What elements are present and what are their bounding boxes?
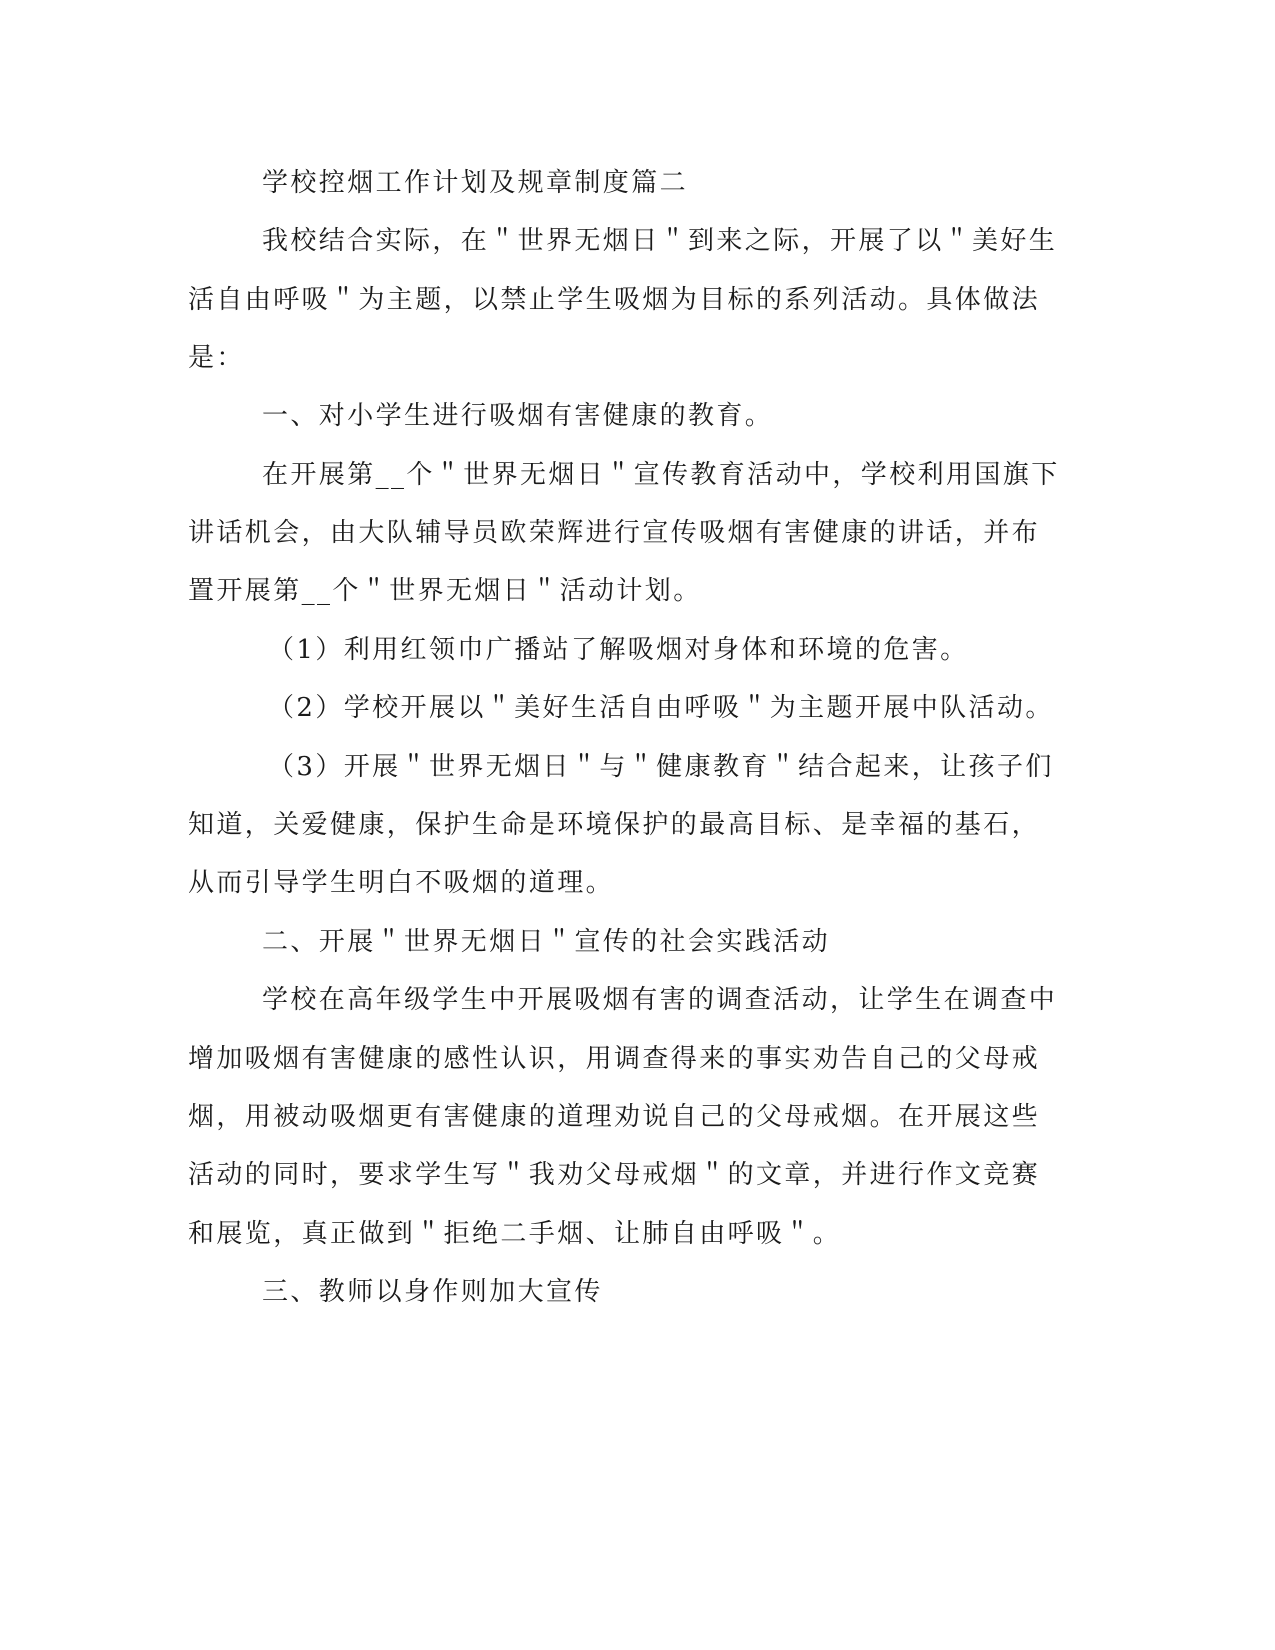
paragraph-line: 增加吸烟有害健康的感性认识，用调查得来的事实劝告自己的父母戒: [188, 1044, 1041, 1074]
section-heading: 一、对小学生进行吸烟有害健康的教育。: [262, 401, 774, 431]
list-item: （2）学校开展以＂美好生活自由呼吸＂为主题开展中队活动。: [268, 693, 1054, 723]
section-heading: 三、教师以身作则加大宣传: [262, 1277, 603, 1307]
list-item: （1）利用红领巾广播站了解吸烟对身体和环境的危害。: [268, 635, 969, 665]
paragraph-line: 是：: [188, 343, 245, 373]
paragraph-line: 讲话机会，由大队辅导员欧荣辉进行宣传吸烟有害健康的讲话，并布: [188, 518, 1041, 548]
paragraph-line: 从而引导学生明白不吸烟的道理。: [188, 868, 615, 898]
list-item: （3）开展＂世界无烟日＂与＂健康教育＂结合起来，让孩子们: [268, 752, 1054, 782]
paragraph-line: 和展览，真正做到＂拒绝二手烟、让肺自由呼吸＂。: [188, 1219, 842, 1249]
paragraph-line: 活自由呼吸＂为主题，以禁止学生吸烟为目标的系列活动。具体做法: [188, 285, 1041, 315]
section-heading: 二、开展＂世界无烟日＂宣传的社会实践活动: [262, 927, 831, 957]
paragraph-line: 在开展第__个＂世界无烟日＂宣传教育活动中，学校利用国旗下: [262, 460, 1060, 490]
paragraph-line: 学校在高年级学生中开展吸烟有害的调查活动，让学生在调查中: [262, 985, 1058, 1015]
paragraph-line: 置开展第__个＂世界无烟日＂活动计划。: [188, 576, 702, 606]
paragraph-line: 烟，用被动吸烟更有害健康的道理劝说自己的父母戒烟。在开展这些: [188, 1102, 1041, 1132]
paragraph-line: 活动的同时，要求学生写＂我劝父母戒烟＂的文章，并进行作文竞赛: [188, 1160, 1041, 1190]
paragraph-line: 知道，关爱健康，保护生命是环境保护的最高目标、是幸福的基石，: [188, 810, 1041, 840]
paragraph-line: 我校结合实际，在＂世界无烟日＂到来之际，开展了以＂美好生: [262, 226, 1058, 256]
document-title: 学校控烟工作计划及规章制度篇二: [262, 168, 689, 198]
